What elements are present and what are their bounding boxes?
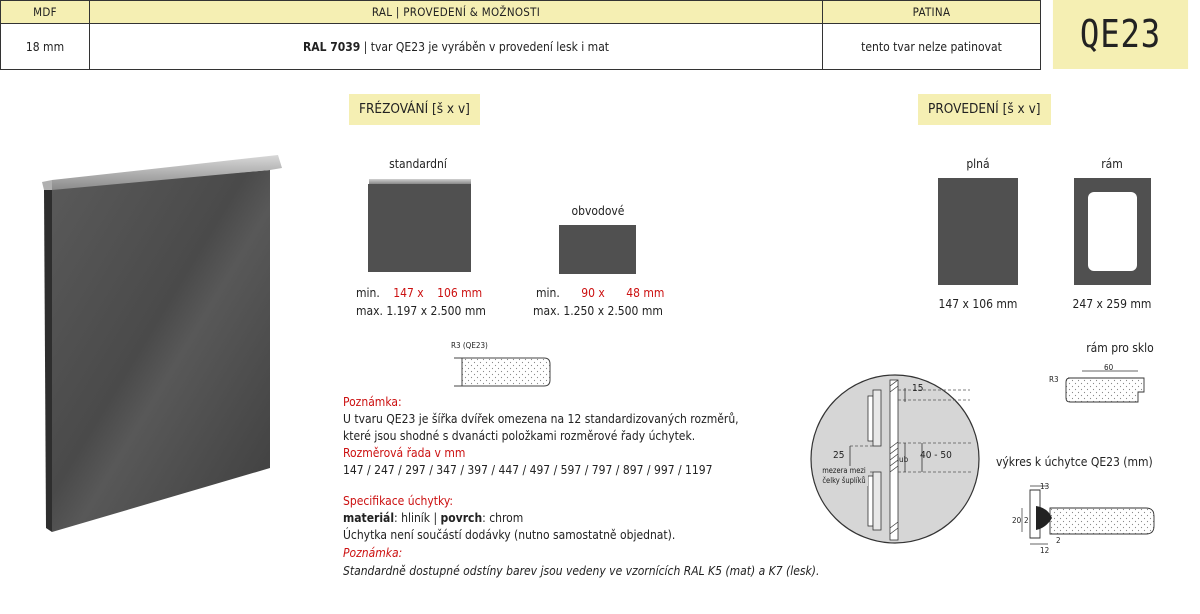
standard-label: standardní	[389, 157, 447, 171]
dim-lub: lub	[897, 455, 909, 464]
provedeni-title-text: PROVEDENÍ	[928, 101, 999, 117]
profile-drawing	[452, 352, 562, 392]
glass-frame-dim: 60	[1104, 363, 1114, 372]
handle-drawing	[1008, 478, 1160, 556]
obvod-min	[536, 286, 664, 300]
note2-text: Standardně dostupné odstíny barev jsou vedeny ve vzornících RAL K5 (mat) a K7 (lesk).	[343, 564, 820, 578]
spec-line1	[343, 510, 523, 527]
gap-label	[820, 466, 868, 486]
gap-label-line2: čelky šuplíků	[822, 476, 866, 485]
ram-label: rám	[1101, 157, 1123, 171]
spec-header-table	[0, 0, 1041, 70]
standard-max: max. 1.197 x 2.500 mm	[356, 304, 486, 318]
handle-dim-bottom: 12	[1040, 546, 1050, 555]
handle-dim-depth: 2	[1056, 536, 1061, 545]
dim-25: 25	[833, 450, 845, 461]
obvod-max: max. 1.250 x 2.500 mm	[533, 304, 663, 318]
obvod-min-height: 48 mm	[626, 286, 665, 300]
handle-dim-height: 20	[1012, 516, 1022, 525]
ral-description: | tvar QE23 je vyráběn v provedení lesk i mat	[360, 39, 610, 54]
glass-frame-profile	[1062, 364, 1162, 412]
spec-line2: Úchytka není součástí dodávky (nutno samostatně objednat).	[343, 528, 676, 542]
spec-title: Specifikace úchytky:	[343, 494, 453, 508]
ral-column-header: RAL | PROVEDENÍ & MOŽNOSTI	[90, 1, 823, 24]
handle-dim-top: 13	[1040, 482, 1050, 491]
standard-min-height: 106 mm	[437, 286, 483, 300]
patina-column-header: PATINA	[823, 1, 1041, 24]
frezovani-title	[349, 94, 480, 125]
standard-swatch	[368, 184, 471, 272]
frezovani-title-text: FRÉZOVÁNÍ	[359, 101, 429, 117]
provedeni-title-suffix: [š x v]	[998, 101, 1041, 117]
note2-title: Poznámka:	[343, 546, 403, 560]
obvod-min-width: 90 x	[581, 286, 605, 300]
gap-label-line1: mezera mezi	[822, 466, 866, 475]
spec-surface-label: povrch	[440, 511, 483, 525]
patina-value: tento tvar nelze patinovat	[823, 24, 1041, 70]
profile-label: R3 (QE23)	[451, 341, 488, 350]
frezovani-title-suffix: [š x v]	[428, 101, 470, 117]
handle-dim-offset: 2	[1024, 516, 1029, 525]
note1-line2: které jsou shodné s dvanácti položkami rozměrové řady úchytek.	[343, 429, 696, 443]
dim-range: 40 - 50	[920, 450, 952, 461]
plna-label: plná	[966, 157, 990, 171]
plna-swatch	[938, 178, 1018, 285]
note1-title: Poznámka:	[343, 395, 402, 409]
mdf-thickness-value: 18 mm	[1, 24, 90, 70]
ram-glass-opening	[1088, 192, 1137, 271]
mdf-column-header: MDF	[1, 1, 90, 24]
glass-frame-label: rám pro sklo	[1086, 341, 1154, 355]
plna-size: 147 x 106 mm	[938, 297, 1018, 311]
glass-frame-radius: R3	[1049, 375, 1059, 384]
ral-value	[90, 24, 823, 70]
obvod-min-prefix: min.	[536, 286, 560, 300]
door-panel-illustration	[38, 150, 288, 535]
standard-min-width: 147 x	[393, 286, 424, 300]
obvod-swatch	[559, 225, 636, 274]
obvod-label: obvodové	[571, 204, 625, 218]
dim-15: 15	[912, 383, 924, 394]
ram-size: 247 x 259 mm	[1072, 297, 1152, 311]
series-values: 147 / 247 / 297 / 347 / 397 / 447 / 497 / 597 / 797 / 897 / 997 / 1197	[343, 463, 713, 477]
ral-code: RAL 7039	[302, 39, 361, 54]
standard-min-prefix: min.	[356, 286, 380, 300]
series-title: Rozměrová řada v mm	[343, 446, 466, 460]
standard-min	[356, 286, 482, 300]
handle-drawing-label: výkres k úchytce QE23 (mm)	[996, 455, 1153, 469]
spec-material-value: : hliník |	[394, 511, 441, 525]
spec-material-label: materiál	[343, 511, 395, 525]
provedeni-title	[918, 94, 1051, 125]
ram-swatch	[1074, 178, 1151, 285]
note1-line1: U tvaru QE23 je šířka dvířek omezena na 12 standardizovaných rozměrů,	[343, 412, 739, 426]
product-code: QE23	[1053, 0, 1188, 69]
spec-surface-value: : chrom	[482, 511, 524, 525]
